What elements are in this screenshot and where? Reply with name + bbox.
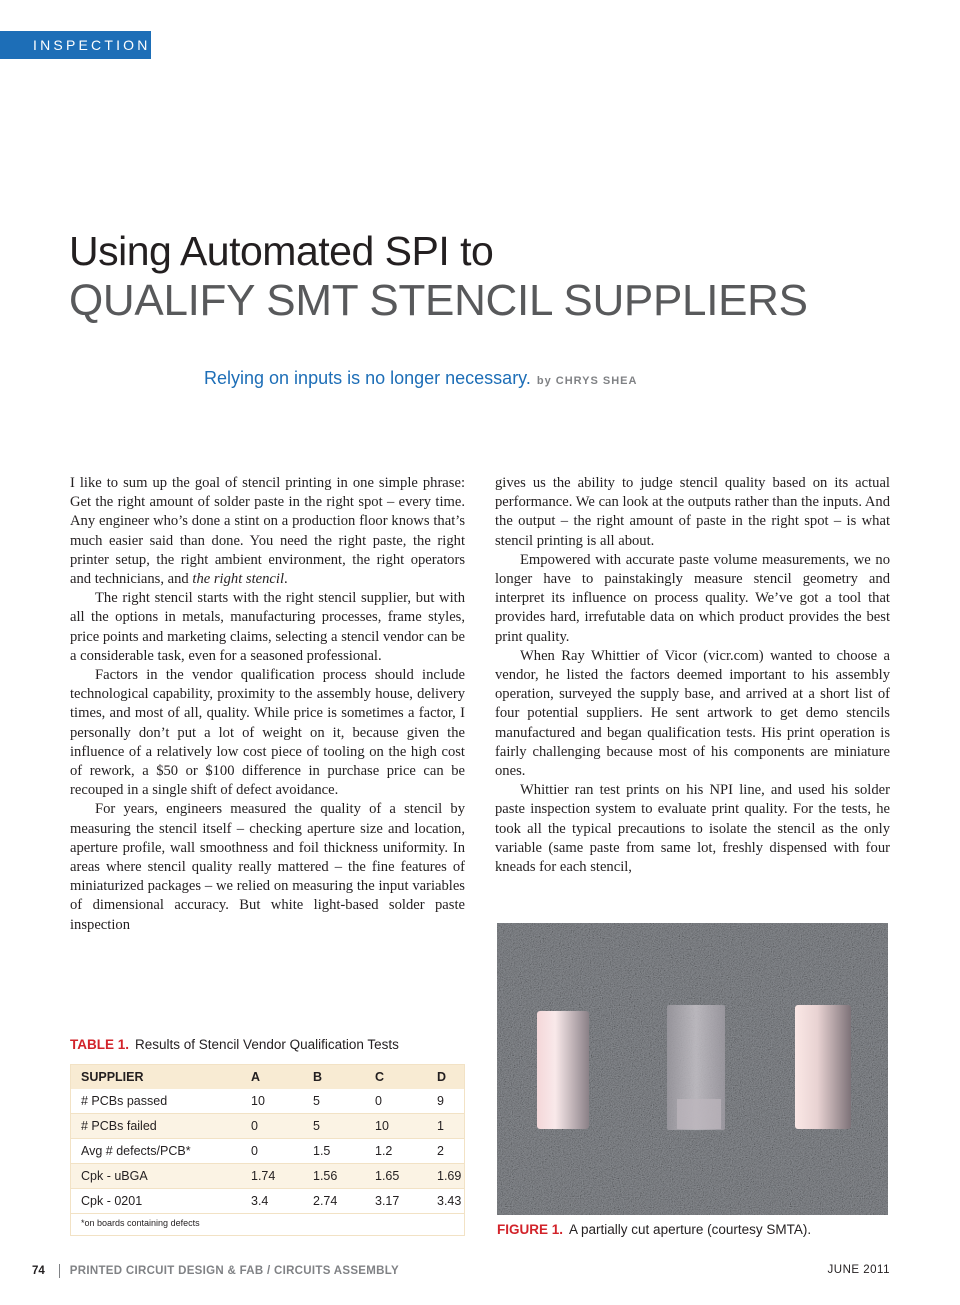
figure-label: FIGURE 1. <box>497 1222 564 1237</box>
article-right-column <box>495 474 890 877</box>
table-cell: 1.56 <box>303 1164 365 1189</box>
table-cell: 5 <box>303 1114 365 1139</box>
table-cell: 5 <box>303 1089 365 1114</box>
table-cell: 1.74 <box>241 1164 303 1189</box>
table-cell: 0 <box>365 1089 427 1114</box>
table-row <box>71 1164 464 1189</box>
article-title-line1: Using Automated SPI to <box>69 228 494 274</box>
paragraph: Whittier ran test prints on his NPI line, and used his solder paste inspection system to evaluate print quality. For the tests, he took all the typical precautions to isolate the stencil as the only variable (same paste from same lot, freshly dispensed with four kneads for each stencil, <box>495 782 890 876</box>
aperture-left <box>537 1011 589 1129</box>
table-row <box>71 1139 464 1164</box>
figure-caption-text: A partially cut aperture (courtesy SMTA). <box>569 1222 812 1237</box>
aperture-right <box>795 1005 851 1129</box>
table-header-cell: C <box>375 1070 385 1084</box>
table-cell: # PCBs passed <box>71 1089 241 1114</box>
table-title: Results of Stencil Vendor Qualification Tests <box>135 1037 399 1052</box>
table-label: TABLE 1. <box>70 1037 130 1052</box>
paragraph: For years, engineers measured the quality of a stencil by measuring the stencil itself – checking aperture size and location, aperture profile, wall smoothness and foil thickness uniformity. In areas where stencil quality really mattered – the fine features of miniaturized packages – we relied on measuring the input variables of dimensional accuracy. But white light-based solder paste inspection <box>70 801 465 933</box>
table-cell: 0 <box>241 1139 303 1164</box>
table-row <box>71 1114 464 1139</box>
footer-left <box>32 1264 399 1278</box>
aperture-photo <box>497 923 888 1215</box>
table-cell: 3.17 <box>365 1189 427 1214</box>
table-cell: 1.69 <box>427 1164 464 1189</box>
emphasis: the right stencil <box>192 571 284 588</box>
page-number: 74 <box>32 1265 45 1278</box>
byline: by CHRYS SHEA <box>536 375 638 387</box>
figure-caption <box>497 1222 811 1237</box>
paragraph: When Ray Whittier of Vicor (vicr.com) wanted to choose a vendor, he listed the factors deemed important to his assembly operation, surveyed the supply base, and arrived at a short list of four potential suppliers. He sent artwork to get demo stencils manufactured and began qualification tests. His print operation is fairly challenging because most of his components are miniature ones. <box>495 647 890 780</box>
table-cell: 9 <box>427 1089 464 1114</box>
table-cell: 0 <box>241 1114 303 1139</box>
table-row <box>71 1089 464 1114</box>
table-caption <box>70 1037 399 1052</box>
section-tag: INSPECTION <box>0 31 151 59</box>
paragraph: Empowered with accurate paste volume measurements, we no longer have to painstakingly measure stencil geometry and interpret its influence on process quality. We’ve got a tool that provides hard, irrefutable data on which product provides the best print quality. <box>495 551 890 645</box>
results-table <box>70 1064 465 1236</box>
table-header-row <box>71 1065 464 1089</box>
table-cell: 1.5 <box>303 1139 365 1164</box>
paragraph: gives us the ability to judge stencil quality based on its actual performance. We can look at the outputs rather than the inputs. And the output – the right amount of paste in the right spot – is what stencil printing is all about. <box>495 475 890 549</box>
magazine-name: PRINTED CIRCUIT DESIGN & FAB / CIRCUITS ASSEMBLY <box>69 1265 399 1278</box>
article-title-line2: QUALIFY SMT STENCIL SUPPLIERS <box>69 276 808 325</box>
paragraph: The right stencil starts with the right stencil supplier, but with all the options in metals, manufacturing processes, frame styles, price points and marketing claims, selecting a stencil vendor can be a considerable task, even for a seasoned professional. <box>70 590 465 664</box>
paragraph: I like to sum up the goal of stencil printing in one simple phrase: Get the right amount of solder paste in the right spot – every time. Any engineer who’s done a stint on a production floor knows that’s much easier said than done. You need the right paste, the right printer setup, the right ambient environment, the right operators and technicians, and the right stencil. <box>70 475 465 588</box>
table-row <box>71 1189 464 1214</box>
table-cell: 2 <box>427 1139 464 1164</box>
subtitle-text: Relying on inputs is no longer necessary. <box>204 368 531 388</box>
table-cell: Avg # defects/PCB* <box>71 1139 241 1164</box>
table-header-cell: SUPPLIER <box>81 1070 144 1084</box>
table-cell: 1.2 <box>365 1139 427 1164</box>
article-subtitle <box>204 368 637 389</box>
table-cell: Cpk - uBGA <box>71 1164 241 1189</box>
table-cell: 10 <box>365 1114 427 1139</box>
table-cell: 10 <box>241 1089 303 1114</box>
table-cell: 1.65 <box>365 1164 427 1189</box>
paragraph: Factors in the vendor qualification process should include technological capability, proximity to the assembly house, delivery times, and most of all, quality. While price is sometimes a factor, I personally don’t put a lot of weight on it, because given the influence of a relatively low cost piece of tooling on the high cost of rework, a $50 or $100 difference in purchase price can be recouped in a single shift of defect avoidance. <box>70 667 465 799</box>
table-cell: 3.43 <box>427 1189 464 1214</box>
table-cell: 1 <box>427 1114 464 1139</box>
table-cell: Cpk - 0201 <box>71 1189 241 1214</box>
footer-divider <box>59 1264 60 1278</box>
issue-date: JUNE 2011 <box>827 1264 890 1276</box>
aperture-partial-base <box>677 1099 721 1129</box>
table-header-cell: A <box>251 1070 261 1084</box>
table-cell: 2.74 <box>303 1189 365 1214</box>
table-header-cell: D <box>437 1070 447 1084</box>
table-cell: # PCBs failed <box>71 1114 241 1139</box>
article-left-column <box>70 474 465 935</box>
table-header-cell: B <box>313 1070 323 1084</box>
table-footnote: *on boards containing defects <box>81 1218 200 1228</box>
table-cell: 3.4 <box>241 1189 303 1214</box>
